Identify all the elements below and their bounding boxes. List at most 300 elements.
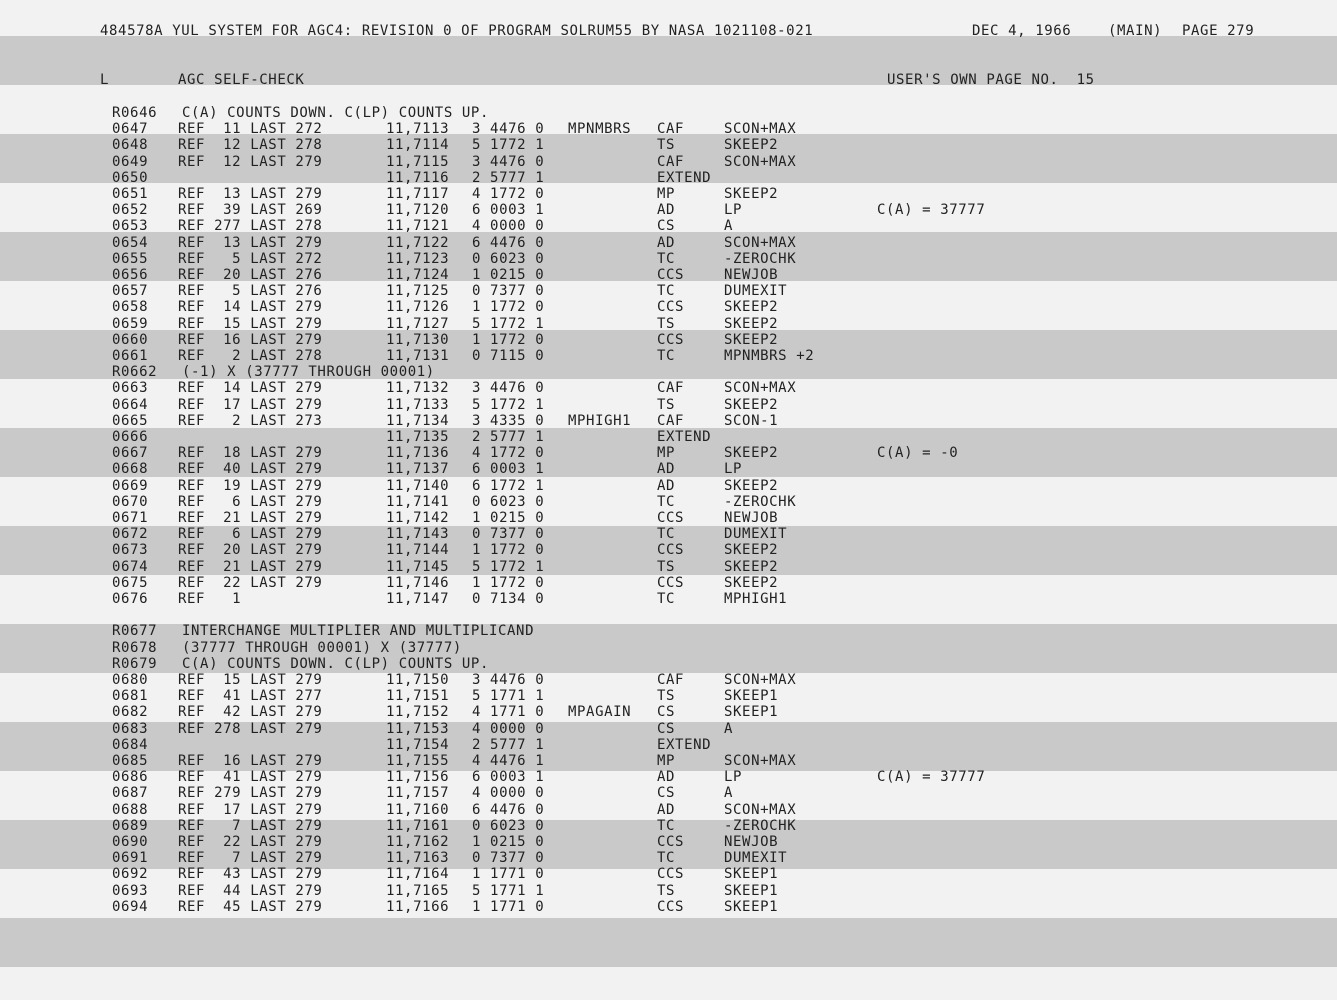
operand: SKEEP2 bbox=[724, 331, 779, 348]
opcode: AD bbox=[657, 202, 676, 219]
page-header bbox=[0, 23, 1337, 39]
listing-row bbox=[0, 850, 1337, 866]
ref-info: REF 16 LAST 279 bbox=[178, 753, 323, 769]
memory-address: 11,7113 bbox=[386, 121, 450, 138]
ref-info: REF 22 LAST 279 bbox=[178, 574, 323, 591]
octal-word: 6 4476 0 bbox=[472, 801, 545, 818]
line-number: 0660 bbox=[112, 331, 149, 348]
memory-address: 11,7146 bbox=[386, 574, 450, 591]
opcode: AD bbox=[657, 801, 676, 818]
memory-address: 11,7162 bbox=[386, 834, 450, 850]
ref-info: REF 15 LAST 279 bbox=[178, 672, 323, 688]
octal-word: 1 1772 0 bbox=[472, 331, 545, 348]
operand: DUMEXIT bbox=[724, 850, 788, 867]
listing-row bbox=[0, 218, 1337, 234]
listing-row bbox=[0, 413, 1337, 429]
log-section-header bbox=[0, 72, 1337, 88]
octal-word: 4 0000 0 bbox=[472, 785, 545, 802]
symbol-label: MPNMBRS bbox=[568, 121, 632, 138]
octal-word: 0 6023 0 bbox=[472, 817, 545, 834]
remark-text: INTERCHANGE MULTIPLIER AND MULTIPLICAND bbox=[182, 623, 535, 640]
ref-info: REF 15 LAST 279 bbox=[178, 315, 323, 332]
line-number: 0687 bbox=[112, 785, 149, 802]
opcode: CCS bbox=[657, 834, 685, 850]
line-number: 0674 bbox=[112, 558, 149, 575]
operand: SKEEP2 bbox=[724, 445, 779, 462]
octal-word: 0 7377 0 bbox=[472, 283, 545, 300]
operand: A bbox=[724, 785, 734, 802]
octal-word: 1 1772 0 bbox=[472, 299, 545, 316]
opcode: TS bbox=[657, 882, 676, 899]
ref-info: REF 13 LAST 279 bbox=[178, 186, 323, 202]
remark-text: (37777 THROUGH 00001) X (37777) bbox=[182, 639, 462, 656]
ref-info: REF 279 LAST 279 bbox=[178, 785, 323, 802]
ref-info: REF 39 LAST 269 bbox=[178, 202, 323, 219]
listing-row bbox=[0, 802, 1337, 818]
opcode: MP bbox=[657, 445, 676, 462]
ref-info: REF 12 LAST 279 bbox=[178, 153, 323, 170]
ref-info: REF 1 bbox=[178, 591, 242, 607]
octal-word: 2 5777 1 bbox=[472, 169, 545, 186]
octal-word: 6 0003 1 bbox=[472, 769, 545, 786]
remark-line bbox=[0, 623, 1337, 639]
line-number: 0691 bbox=[112, 850, 149, 867]
operand: SCON+MAX bbox=[724, 753, 797, 769]
line-number: 0650 bbox=[112, 169, 149, 186]
line-number: 0675 bbox=[112, 574, 149, 591]
listing-row bbox=[0, 510, 1337, 526]
ref-info: REF 2 LAST 273 bbox=[178, 412, 323, 429]
section-name: (MAIN) bbox=[1108, 23, 1163, 39]
ref-info: REF 22 LAST 279 bbox=[178, 834, 323, 850]
memory-address: 11,7131 bbox=[386, 348, 450, 364]
ref-info: REF 20 LAST 279 bbox=[178, 542, 323, 559]
opcode: CCS bbox=[657, 866, 685, 883]
memory-address: 11,7127 bbox=[386, 315, 450, 332]
octal-word: 6 1772 1 bbox=[472, 477, 545, 494]
remark-line bbox=[0, 640, 1337, 656]
opcode: CS bbox=[657, 218, 676, 235]
opcode: CCS bbox=[657, 267, 685, 283]
listing-row bbox=[0, 785, 1337, 801]
ref-info: REF 19 LAST 279 bbox=[178, 477, 323, 494]
line-number: 0654 bbox=[112, 234, 149, 251]
opcode: CCS bbox=[657, 299, 685, 316]
opcode: CCS bbox=[657, 510, 685, 526]
remark-line bbox=[0, 364, 1337, 380]
line-number: 0656 bbox=[112, 267, 149, 283]
page-number: PAGE 279 bbox=[1182, 23, 1255, 39]
opcode: TC bbox=[657, 250, 676, 267]
opcode: AD bbox=[657, 461, 676, 478]
opcode: CCS bbox=[657, 898, 685, 915]
memory-address: 11,7144 bbox=[386, 542, 450, 559]
line-number: 0663 bbox=[112, 380, 149, 397]
operand: SKEEP2 bbox=[724, 396, 779, 413]
opcode: CAF bbox=[657, 153, 685, 170]
memory-address: 11,7115 bbox=[386, 153, 450, 170]
listing-row bbox=[0, 283, 1337, 299]
listing-row bbox=[0, 251, 1337, 267]
opcode: CAF bbox=[657, 672, 685, 688]
line-number: 0667 bbox=[112, 445, 149, 462]
octal-word: 0 6023 0 bbox=[472, 493, 545, 510]
line-number: 0649 bbox=[112, 153, 149, 170]
listing-row bbox=[0, 332, 1337, 348]
octal-word: 3 4476 0 bbox=[472, 121, 545, 138]
line-number: R0679 bbox=[112, 655, 158, 672]
operand: A bbox=[724, 218, 734, 235]
operand: NEWJOB bbox=[724, 267, 779, 283]
operand: SCON+MAX bbox=[724, 121, 797, 138]
listing-row bbox=[0, 445, 1337, 461]
operand: -ZEROCHK bbox=[724, 493, 797, 510]
line-number: 0651 bbox=[112, 186, 149, 202]
line-number: 0666 bbox=[112, 429, 149, 445]
comment: C(A) = -0 bbox=[877, 445, 959, 462]
operand: SKEEP2 bbox=[724, 542, 779, 559]
listing-row bbox=[0, 202, 1337, 218]
ref-info: REF 42 LAST 279 bbox=[178, 704, 323, 721]
operand: -ZEROCHK bbox=[724, 817, 797, 834]
operand: NEWJOB bbox=[724, 510, 779, 526]
listing-row bbox=[0, 607, 1337, 623]
octal-word: 5 1771 1 bbox=[472, 688, 545, 705]
line-number: 0664 bbox=[112, 396, 149, 413]
operand: SCON+MAX bbox=[724, 380, 797, 397]
listing-row bbox=[0, 575, 1337, 591]
operand: SKEEP2 bbox=[724, 574, 779, 591]
memory-address: 11,7132 bbox=[386, 380, 450, 397]
opcode: CCS bbox=[657, 331, 685, 348]
symbol-label: MPHIGH1 bbox=[568, 412, 632, 429]
memory-address: 11,7155 bbox=[386, 753, 450, 769]
listing-row bbox=[0, 494, 1337, 510]
operand: SKEEP1 bbox=[724, 882, 779, 899]
octal-word: 0 6023 0 bbox=[472, 250, 545, 267]
octal-word: 3 4476 0 bbox=[472, 672, 545, 688]
opcode: CS bbox=[657, 785, 676, 802]
opcode: TC bbox=[657, 817, 676, 834]
octal-word: 4 0000 0 bbox=[472, 720, 545, 737]
memory-address: 11,7161 bbox=[386, 817, 450, 834]
operand: NEWJOB bbox=[724, 834, 779, 850]
ref-info: REF 41 LAST 279 bbox=[178, 769, 323, 786]
operand: LP bbox=[724, 769, 743, 786]
ref-info: REF 21 LAST 279 bbox=[178, 510, 323, 526]
operand: SCON+MAX bbox=[724, 801, 797, 818]
opcode: EXTEND bbox=[657, 429, 712, 445]
opcode: CS bbox=[657, 720, 676, 737]
line-number: R0677 bbox=[112, 623, 158, 640]
memory-address: 11,7160 bbox=[386, 801, 450, 818]
memory-address: 11,7121 bbox=[386, 218, 450, 235]
memory-address: 11,7163 bbox=[386, 850, 450, 867]
users-page-number: USER'S OWN PAGE NO. 15 bbox=[887, 72, 1095, 88]
opcode: TC bbox=[657, 591, 676, 607]
memory-address: 11,7140 bbox=[386, 477, 450, 494]
ref-info: REF 14 LAST 279 bbox=[178, 380, 323, 397]
line-number: 0653 bbox=[112, 218, 149, 235]
opcode: EXTEND bbox=[657, 169, 712, 186]
line-number: 0668 bbox=[112, 461, 149, 478]
octal-word: 4 1771 0 bbox=[472, 704, 545, 721]
ref-info: REF 5 LAST 272 bbox=[178, 250, 323, 267]
octal-word: 1 0215 0 bbox=[472, 510, 545, 526]
memory-address: 11,7116 bbox=[386, 169, 450, 186]
listing-row bbox=[0, 348, 1337, 364]
opcode: CCS bbox=[657, 574, 685, 591]
octal-word: 1 1771 0 bbox=[472, 898, 545, 915]
line-number: 0647 bbox=[112, 121, 149, 138]
operand: SKEEP2 bbox=[724, 558, 779, 575]
listing-row bbox=[0, 737, 1337, 753]
listing-row bbox=[0, 769, 1337, 785]
opcode: TS bbox=[657, 315, 676, 332]
operand: LP bbox=[724, 202, 743, 219]
ref-info: REF 7 LAST 279 bbox=[178, 817, 323, 834]
opcode: CCS bbox=[657, 542, 685, 559]
listing-row bbox=[0, 235, 1337, 251]
operand: SCON+MAX bbox=[724, 672, 797, 688]
listing-row bbox=[0, 866, 1337, 882]
opcode: TC bbox=[657, 526, 676, 543]
memory-address: 11,7136 bbox=[386, 445, 450, 462]
ref-info: REF 6 LAST 279 bbox=[178, 493, 323, 510]
memory-address: 11,7166 bbox=[386, 898, 450, 915]
ref-info: REF 277 LAST 278 bbox=[178, 218, 323, 235]
memory-address: 11,7156 bbox=[386, 769, 450, 786]
line-number: 0659 bbox=[112, 315, 149, 332]
memory-address: 11,7143 bbox=[386, 526, 450, 543]
operand: SKEEP2 bbox=[724, 186, 779, 202]
remark-text: C(A) COUNTS DOWN. C(LP) COUNTS UP. bbox=[182, 105, 489, 121]
memory-address: 11,7141 bbox=[386, 493, 450, 510]
octal-word: 6 0003 1 bbox=[472, 461, 545, 478]
listing-row bbox=[0, 818, 1337, 834]
operand: LP bbox=[724, 461, 743, 478]
ref-info: REF 21 LAST 279 bbox=[178, 558, 323, 575]
ref-info: REF 13 LAST 279 bbox=[178, 234, 323, 251]
listing-row bbox=[0, 137, 1337, 153]
line-number: 0683 bbox=[112, 720, 149, 737]
ref-info: REF 278 LAST 279 bbox=[178, 720, 323, 737]
octal-word: 1 0215 0 bbox=[472, 267, 545, 283]
memory-address: 11,7164 bbox=[386, 866, 450, 883]
octal-word: 5 1772 1 bbox=[472, 558, 545, 575]
memory-address: 11,7130 bbox=[386, 331, 450, 348]
operand: DUMEXIT bbox=[724, 526, 788, 543]
opcode: CS bbox=[657, 704, 676, 721]
octal-word: 1 0215 0 bbox=[472, 834, 545, 850]
line-number: 0652 bbox=[112, 202, 149, 219]
listing-row bbox=[0, 672, 1337, 688]
octal-word: 1 1771 0 bbox=[472, 866, 545, 883]
listing-row bbox=[0, 299, 1337, 315]
ref-info: REF 11 LAST 272 bbox=[178, 121, 323, 138]
line-number: R0662 bbox=[112, 364, 158, 381]
listing-date: DEC 4, 1966 bbox=[972, 23, 1072, 39]
memory-address: 11,7133 bbox=[386, 396, 450, 413]
line-number: 0693 bbox=[112, 882, 149, 899]
line-number: R0678 bbox=[112, 639, 158, 656]
octal-word: 4 4476 1 bbox=[472, 753, 545, 769]
opcode: TC bbox=[657, 850, 676, 867]
memory-address: 11,7134 bbox=[386, 412, 450, 429]
listing-row bbox=[0, 704, 1337, 720]
ref-info: REF 2 LAST 278 bbox=[178, 348, 323, 364]
comment: C(A) = 37777 bbox=[877, 202, 986, 219]
ref-info: REF 40 LAST 279 bbox=[178, 461, 323, 478]
listing-row bbox=[0, 834, 1337, 850]
memory-address: 11,7125 bbox=[386, 283, 450, 300]
octal-word: 4 1772 0 bbox=[472, 186, 545, 202]
memory-address: 11,7151 bbox=[386, 688, 450, 705]
ref-info: REF 41 LAST 277 bbox=[178, 688, 323, 705]
ref-info: REF 17 LAST 279 bbox=[178, 801, 323, 818]
memory-address: 11,7157 bbox=[386, 785, 450, 802]
operand: SKEEP2 bbox=[724, 315, 779, 332]
octal-word: 5 1772 1 bbox=[472, 396, 545, 413]
opcode: TS bbox=[657, 137, 676, 154]
line-number: 0680 bbox=[112, 672, 149, 688]
opcode: CAF bbox=[657, 412, 685, 429]
listing-row bbox=[0, 461, 1337, 477]
memory-address: 11,7153 bbox=[386, 720, 450, 737]
line-number: 0694 bbox=[112, 898, 149, 915]
listing-row bbox=[0, 559, 1337, 575]
ref-info: REF 45 LAST 279 bbox=[178, 898, 323, 915]
remark-text: C(A) COUNTS DOWN. C(LP) COUNTS UP. bbox=[182, 655, 489, 672]
opcode: TS bbox=[657, 558, 676, 575]
memory-address: 11,7165 bbox=[386, 882, 450, 899]
line-number: 0688 bbox=[112, 801, 149, 818]
memory-address: 11,7147 bbox=[386, 591, 450, 607]
operand: DUMEXIT bbox=[724, 283, 788, 300]
program-title: 484578A YUL SYSTEM FOR AGC4: REVISION 0 OF PROGRAM SOLRUM55 BY NASA 1021108-021 bbox=[100, 23, 814, 39]
octal-word: 1 1772 0 bbox=[472, 542, 545, 559]
listing-row bbox=[0, 721, 1337, 737]
ref-info: REF 20 LAST 276 bbox=[178, 267, 323, 283]
operand: SKEEP1 bbox=[724, 688, 779, 705]
memory-address: 11,7124 bbox=[386, 267, 450, 283]
line-number: 0681 bbox=[112, 688, 149, 705]
operand: -ZEROCHK bbox=[724, 250, 797, 267]
listing-row bbox=[0, 688, 1337, 704]
operand: A bbox=[724, 720, 734, 737]
operand: SKEEP2 bbox=[724, 299, 779, 316]
ref-info: REF 7 LAST 279 bbox=[178, 850, 323, 867]
line-number: 0665 bbox=[112, 412, 149, 429]
ref-info: REF 16 LAST 279 bbox=[178, 331, 323, 348]
octal-word: 3 4476 0 bbox=[472, 153, 545, 170]
memory-address: 11,7142 bbox=[386, 510, 450, 526]
line-number: 0690 bbox=[112, 834, 149, 850]
log-letter: L bbox=[100, 72, 110, 88]
octal-word: 5 1771 1 bbox=[472, 882, 545, 899]
listing-row bbox=[0, 429, 1337, 445]
octal-word: 3 4476 0 bbox=[472, 380, 545, 397]
operand: SKEEP1 bbox=[724, 704, 779, 721]
operand: SCON-1 bbox=[724, 412, 779, 429]
listing-row bbox=[0, 170, 1337, 186]
opcode: AD bbox=[657, 769, 676, 786]
line-number: 0673 bbox=[112, 542, 149, 559]
operand: SKEEP1 bbox=[724, 898, 779, 915]
opcode: MP bbox=[657, 186, 676, 202]
octal-word: 4 0000 0 bbox=[472, 218, 545, 235]
listing-row bbox=[0, 154, 1337, 170]
ref-info: REF 5 LAST 276 bbox=[178, 283, 323, 300]
memory-address: 11,7122 bbox=[386, 234, 450, 251]
opcode: TS bbox=[657, 688, 676, 705]
memory-address: 11,7123 bbox=[386, 250, 450, 267]
opcode: AD bbox=[657, 234, 676, 251]
memory-address: 11,7152 bbox=[386, 704, 450, 721]
opcode: TC bbox=[657, 348, 676, 364]
opcode: TC bbox=[657, 493, 676, 510]
octal-word: 5 1772 1 bbox=[472, 137, 545, 154]
memory-address: 11,7150 bbox=[386, 672, 450, 688]
line-number: 0692 bbox=[112, 866, 149, 883]
comment: C(A) = 37777 bbox=[877, 769, 986, 786]
ref-info: REF 18 LAST 279 bbox=[178, 445, 323, 462]
opcode: EXTEND bbox=[657, 736, 712, 753]
remark-text: (-1) X (37777 THROUGH 00001) bbox=[182, 364, 435, 381]
memory-address: 11,7135 bbox=[386, 429, 450, 445]
line-number: R0646 bbox=[112, 105, 158, 121]
octal-word: 5 1772 1 bbox=[472, 315, 545, 332]
ref-info: REF 44 LAST 279 bbox=[178, 882, 323, 899]
octal-word: 2 5777 1 bbox=[472, 429, 545, 445]
octal-word: 3 4335 0 bbox=[472, 412, 545, 429]
opcode: MP bbox=[657, 753, 676, 769]
memory-address: 11,7126 bbox=[386, 299, 450, 316]
listing-row bbox=[0, 316, 1337, 332]
octal-word: 0 7134 0 bbox=[472, 591, 545, 607]
listing-row bbox=[0, 397, 1337, 413]
octal-word: 2 5777 1 bbox=[472, 736, 545, 753]
listing-row bbox=[0, 591, 1337, 607]
line-number: 0685 bbox=[112, 753, 149, 769]
listing-row bbox=[0, 478, 1337, 494]
ref-info: REF 6 LAST 279 bbox=[178, 526, 323, 543]
line-number: 0670 bbox=[112, 493, 149, 510]
listing-row bbox=[0, 526, 1337, 542]
line-number: 0648 bbox=[112, 137, 149, 154]
listing-row bbox=[0, 267, 1337, 283]
log-title: AGC SELF-CHECK bbox=[178, 72, 305, 88]
listing-row bbox=[0, 883, 1337, 899]
memory-address: 11,7114 bbox=[386, 137, 450, 154]
line-number: 0686 bbox=[112, 769, 149, 786]
octal-word: 6 4476 0 bbox=[472, 234, 545, 251]
listing-row bbox=[0, 542, 1337, 558]
ref-info: REF 14 LAST 279 bbox=[178, 299, 323, 316]
memory-address: 11,7145 bbox=[386, 558, 450, 575]
operand: SCON+MAX bbox=[724, 153, 797, 170]
line-number: 0671 bbox=[112, 510, 149, 526]
octal-word: 1 1772 0 bbox=[472, 574, 545, 591]
line-number: 0657 bbox=[112, 283, 149, 300]
operand: SKEEP2 bbox=[724, 477, 779, 494]
ref-info: REF 12 LAST 278 bbox=[178, 137, 323, 154]
ref-info: REF 17 LAST 279 bbox=[178, 396, 323, 413]
line-number: 0684 bbox=[112, 736, 149, 753]
line-number: 0661 bbox=[112, 348, 149, 364]
operand: SKEEP2 bbox=[724, 137, 779, 154]
opcode: TS bbox=[657, 396, 676, 413]
